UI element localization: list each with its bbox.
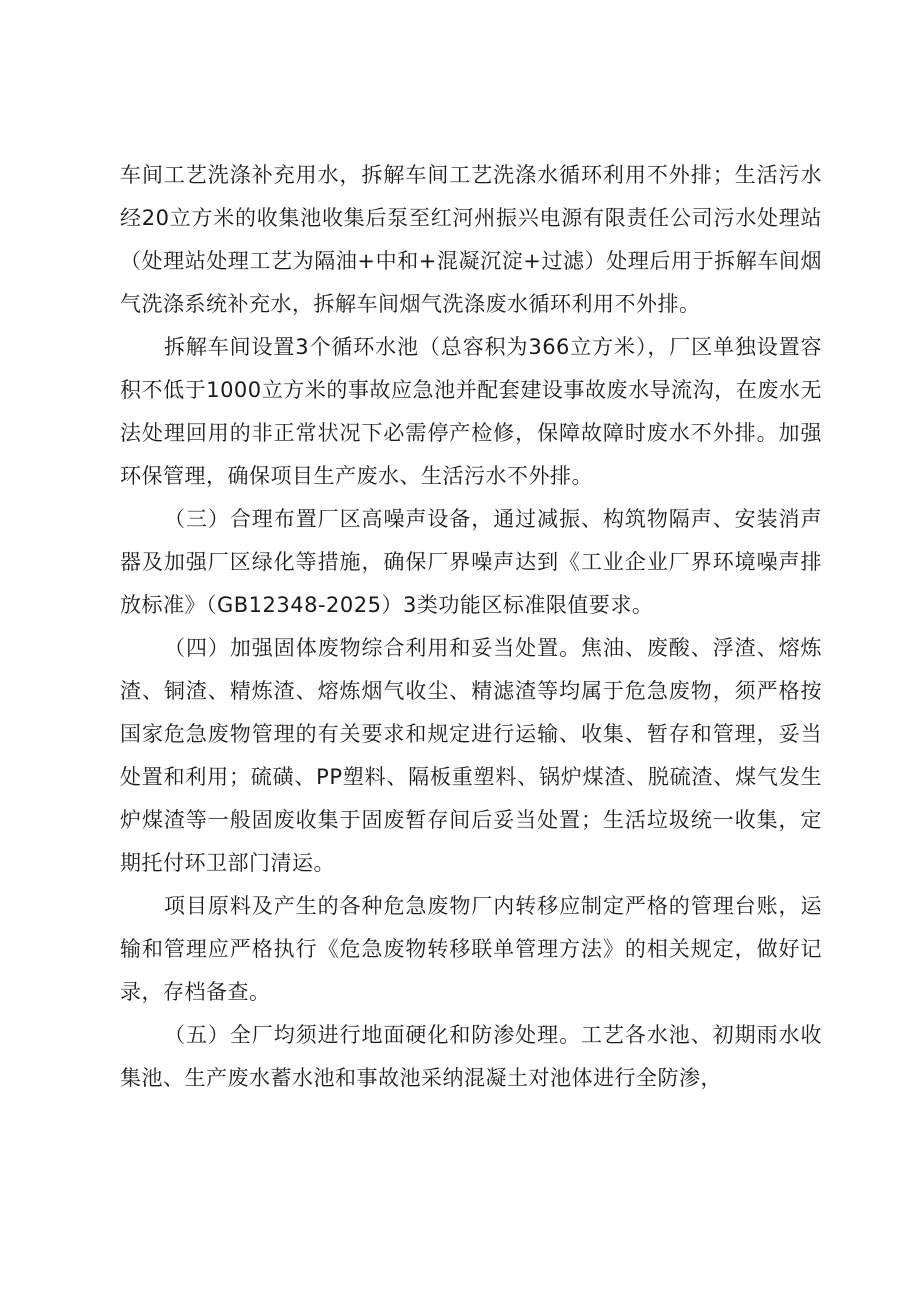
paragraph-anti-seepage: （五）全厂均须进行地面硬化和防渗处理。工艺各水池、初期雨水收集池、生产废水蓄水池和事故池采纳混凝土对池体进行全防渗， <box>120 1023 822 1090</box>
paragraph-wastewater-continued: 车间工艺洗涤补充用水，拆解车间工艺洗涤水循环利用不外排；生活污水经20立方米的收集池收集后泵至红河州振兴电源有限责任公司污水处理站（处理站处理工艺为隔油+中和+混凝沉淀+过滤）处理后用于拆解车间烟气洗涤系统补充水，拆解车间烟气洗涤废水循环利用不外排。 <box>120 163 822 316</box>
paragraph-solid-waste: （四）加强固体废物综合利用和妥当处置。焦油、废酸、浮渣、熔炼渣、铜渣、精炼渣、熔炼烟气收尘、精滤渣等均属于危急废物，须严格按国家危急废物管理的有关要求和规定进行运输、收集、暂存和管理，妥当处置和利用；硫磺、PP塑料、隔板重塑料、锅炉煤渣、脱硫渣、煤气发生炉煤渣等一般固废收集于固废暂存间后妥当处置；生活垃圾统一收集，定期托付环卫部门清运。 <box>120 636 822 875</box>
paragraph-noise-control: （三）合理布置厂区高噪声设备，通过减振、构筑物隔声、安装消声器及加强厂区绿化等措施，确保厂界噪声达到《工业企业厂界环境噪声排放标准》（GB12348-2025）3类功能区标准限值要求。 <box>120 507 822 617</box>
paragraph-circulating-pools: 拆解车间设置3个循环水池（总容积为366立方米），厂区单独设置容积不低于1000立方米的事故应急池并配套建设事故废水导流沟，在废水无法处理回用的非正常状况下必需停产检修，保障故障时废水不外排。加强环保管理，确保项目生产废水、生活污水不外排。 <box>120 335 822 488</box>
paragraph-hazardous-waste-ledger: 项目原料及产生的各种危急废物厂内转移应制定严格的管理台账，运输和管理应严格执行《危急废物转移联单管理方法》的相关规定，做好记录，存档备查。 <box>120 894 822 1004</box>
document-body <box>120 154 822 1100</box>
